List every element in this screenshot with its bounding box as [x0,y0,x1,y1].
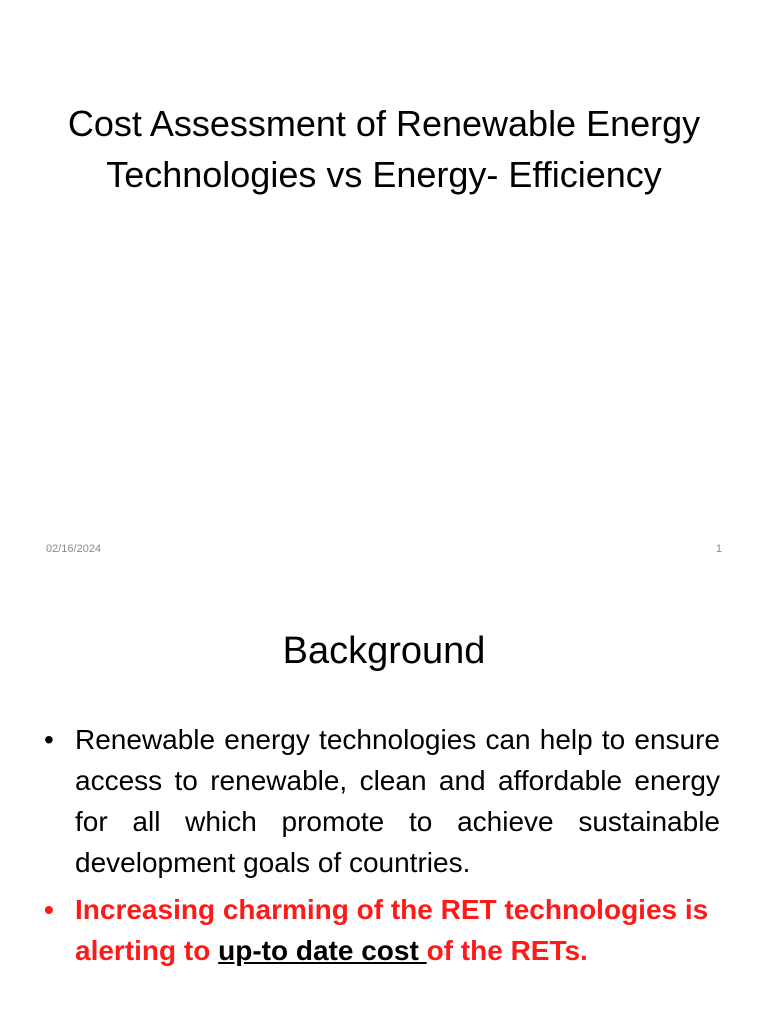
bullet-list [44,719,720,971]
bullet-text: Renewable energy technologies can help to ensure access to renewable, clean and affordable energy for all which promote to achieve sustainable development goals of countries. [75,724,720,878]
bullet-icon: • [44,724,54,755]
underlined-phrase: up-to date cost [218,935,427,966]
slide-number: 1 [715,543,722,555]
slide-title [30,98,738,200]
bullet-icon: • [44,894,54,925]
slide-title-line-1: Cost Assessment of Renewable Energy [67,103,701,144]
slide-date: 02/16/2024 [46,543,102,555]
bullet-text-part-2: of the RETs. [426,935,588,966]
bullet-text-part-1: Increasing charming of the RET technologies is alerting to [75,894,709,966]
slide-title-line-2: Technologies vs Energy- Efficiency [106,154,662,195]
background-slide [0,576,768,1024]
bullet-item-highlight [44,889,720,971]
background-title: Background [282,630,486,672]
bullet-item-renewable [44,719,720,883]
